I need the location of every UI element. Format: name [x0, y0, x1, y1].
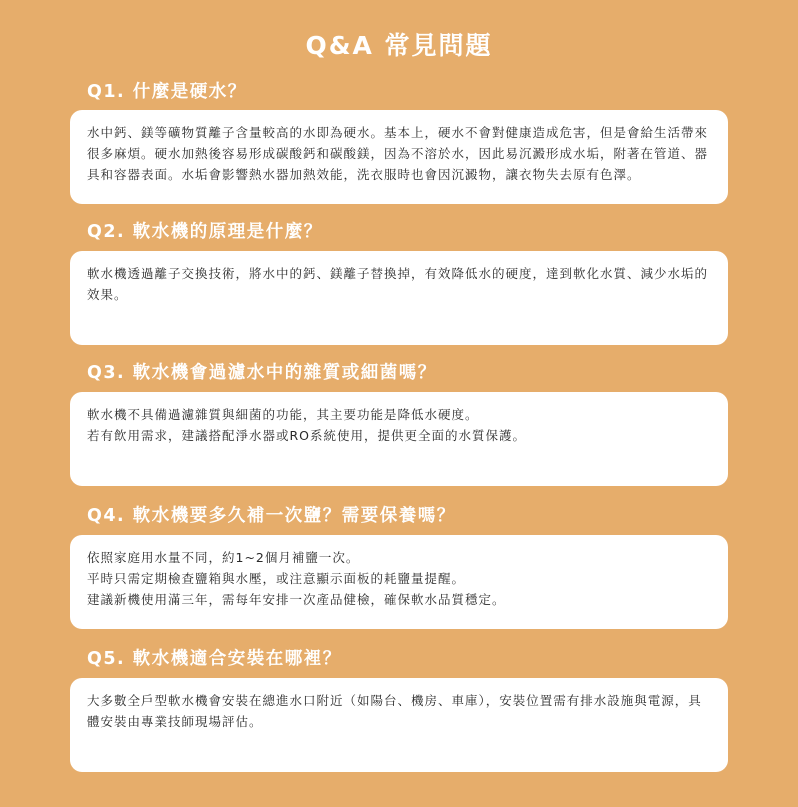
faq-answer-text: 若有飲用需求，建議搭配淨水器或RO系統使用，提供更全面的水質保護。	[87, 428, 527, 443]
faq-answer-card-4	[70, 535, 728, 629]
faq-answer-text: 軟水機不具備過濾雜質與細菌的功能，其主要功能是降低水硬度。	[87, 407, 479, 422]
faq-answer-text: 軟水機透過離子交換技術，將水中的鈣、鎂離子替換掉，有效降低水的硬度，達到軟化水質、減少水垢的效果。	[87, 266, 709, 302]
faq-answer-text: 大多數全戶型軟水機會安裝在總進水口附近（如陽台、機房、車庫），安裝位置需有排水設施與電源，具體安裝由專業技師現場評估。	[87, 693, 702, 729]
faq-answer-text: 依照家庭用水量不同，約1~2個月補鹽一次。	[87, 550, 360, 565]
faq-answer-card-2	[70, 251, 728, 345]
faq-answer-text: 水中鈣、鎂等礦物質離子含量較高的水即為硬水。基本上，硬水不會對健康造成危害，但是會給生活帶來很多麻煩。硬水加熱後容易形成碳酸鈣和碳酸鎂，因為不溶於水，因此易沉澱形成水垢，附著在管道、器具和容器表面。水垢會影響熱水器加熱效能，洗衣服時也會因沉澱物，讓衣物失去原有色澤。	[87, 125, 709, 182]
faq-question-5: Q5. 軟水機適合安裝在哪裡？	[87, 649, 342, 669]
faq-answer-text: 建議新機使用滿三年，需每年安排一次產品健檢，確保軟水品質穩定。	[87, 592, 506, 607]
faq-answer-text: 平時只需定期檢查鹽箱與水壓，或注意顯示面板的耗鹽量提醒。	[87, 571, 466, 586]
faq-answer-card-1	[70, 110, 728, 204]
faq-answer-card-5	[70, 678, 728, 772]
page-title: Q&A 常見問題	[305, 31, 493, 60]
faq-question-3: Q3. 軟水機會過濾水中的雜質或細菌嗎？	[87, 363, 437, 383]
faq-question-1: Q1. 什麼是硬水？	[87, 82, 247, 102]
faq-answer-card-3	[70, 392, 728, 486]
faq-question-4: Q4. 軟水機要多久補一次鹽？需要保養嗎？	[87, 506, 456, 526]
faq-question-2: Q2. 軟水機的原理是什麼？	[87, 222, 323, 242]
